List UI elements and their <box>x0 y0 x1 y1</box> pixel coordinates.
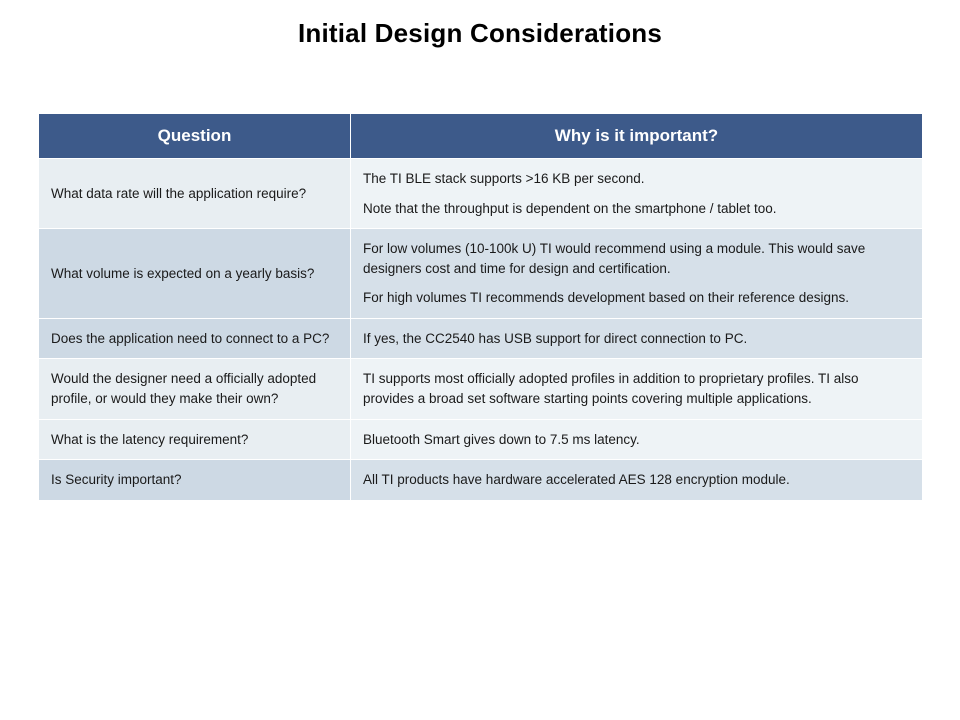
table-row <box>39 159 923 229</box>
table-row <box>39 419 923 460</box>
cell-question: Does the application need to connect to a PC? <box>39 318 351 359</box>
column-header-question: Question <box>39 114 351 159</box>
cell-answer <box>351 460 923 501</box>
table-row <box>39 229 923 319</box>
cell-question: Would the designer need a officially adopted profile, or would they make their own? <box>39 359 351 419</box>
cell-question: What data rate will the application require? <box>39 159 351 229</box>
cell-question: Is Security important? <box>39 460 351 501</box>
cell-answer <box>351 359 923 419</box>
cell-question: What volume is expected on a yearly basis? <box>39 229 351 319</box>
answer-paragraph: If yes, the CC2540 has USB support for direct connection to PC. <box>363 330 748 346</box>
answer-paragraph: TI supports most officially adopted profiles in addition to proprietary profiles. TI also provides a broad set software starting points covering multiple applications. <box>363 371 859 406</box>
answer-paragraph: For high volumes TI recommends development based on their reference designs. <box>363 290 850 306</box>
table-body <box>39 159 923 501</box>
page-title: Initial Design Considerations <box>297 18 663 48</box>
table-header-row <box>39 114 923 159</box>
answer-paragraph: The TI BLE stack supports >16 KB per second. <box>363 171 645 186</box>
cell-answer <box>351 318 923 359</box>
table-row <box>39 359 923 419</box>
cell-answer <box>351 229 923 319</box>
answer-paragraph: Note that the throughput is dependent on the smartphone / tablet too. <box>363 200 777 216</box>
answer-paragraph: Bluetooth Smart gives down to 7.5 ms latency. <box>363 431 640 447</box>
answer-paragraph: All TI products have hardware accelerated AES 128 encryption module. <box>363 472 790 488</box>
cell-answer <box>351 159 923 229</box>
cell-question: What is the latency requirement? <box>39 419 351 460</box>
considerations-table <box>38 113 923 501</box>
table-row <box>39 318 923 359</box>
considerations-table-container <box>38 113 922 501</box>
answer-paragraph: For low volumes (10-100k U) TI would recommend using a module. This would save designers cost and time for design and certification. <box>363 241 866 276</box>
cell-answer <box>351 419 923 460</box>
column-header-why: Why is it important? <box>351 114 923 159</box>
table-row <box>39 460 923 501</box>
table-header <box>39 114 923 159</box>
